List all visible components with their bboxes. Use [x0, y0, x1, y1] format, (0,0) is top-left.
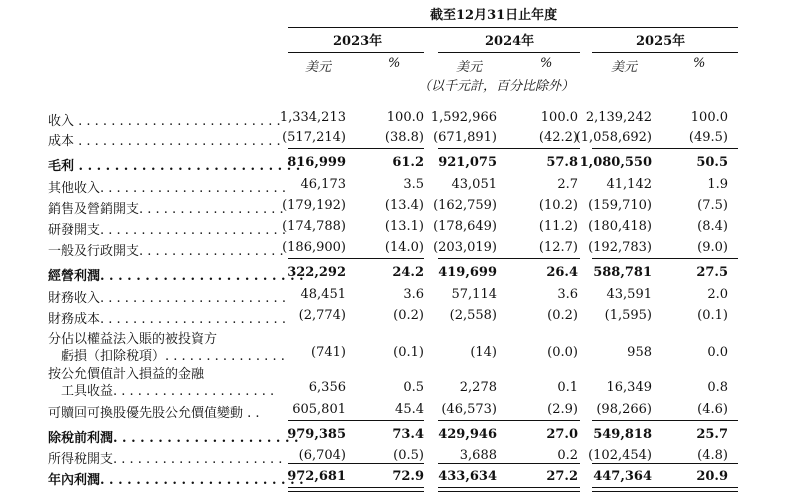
row-value: 3,688	[459, 448, 497, 463]
percent-2023: %	[388, 56, 401, 71]
row-value: 447,364	[593, 469, 652, 484]
row-value: (46,573)	[441, 402, 497, 417]
row-value: (179,192)	[282, 198, 346, 213]
row-value: 48,451	[300, 287, 346, 302]
row-value: (10.2)	[538, 198, 578, 213]
currency-2024: 美元	[456, 60, 483, 75]
row-value: 27.0	[546, 427, 578, 442]
row-value: (4.6)	[697, 402, 728, 417]
section-rule	[438, 148, 580, 149]
row-value: (162,759)	[433, 198, 497, 213]
row-value: 41,142	[606, 177, 652, 192]
row-label: 年內利潤. . . . . . . . . . . . . . . . . . . . . . .	[48, 473, 304, 488]
section-rule	[592, 148, 738, 149]
period-title: 截至12月31日止年度	[430, 8, 558, 23]
section-rule	[592, 463, 738, 464]
row-value: (0.1)	[393, 345, 424, 360]
row-value: 46,173	[300, 177, 346, 192]
row-value: 27.5	[696, 265, 728, 280]
row-label: 所得稅開支. . . . . . . . . . . . . . . . . . . . .	[48, 452, 283, 467]
section-rule	[592, 258, 738, 259]
row-value: 73.4	[392, 427, 424, 442]
row-value: 45.4	[395, 402, 424, 417]
row-value: (1,595)	[604, 308, 652, 323]
row-value: (8.4)	[697, 219, 728, 234]
row-value: (174,788)	[282, 219, 346, 234]
row-value: 429,946	[438, 427, 497, 442]
year-2024: 2024年	[485, 34, 535, 49]
row-value: 549,818	[593, 427, 652, 442]
row-value: (4.8)	[697, 448, 728, 463]
row-value: (2,558)	[449, 308, 497, 323]
row-value: (2.9)	[547, 402, 578, 417]
row-value: 2.7	[557, 177, 578, 192]
row-label: 一般及行政開支. . . . . . . . . . . . . . . . . .	[48, 244, 284, 259]
row-value: (9.0)	[697, 240, 728, 255]
row-value: (6,704)	[298, 448, 346, 463]
row-value: 0.0	[707, 345, 728, 360]
row-value: 979,385	[287, 427, 346, 442]
row-label: 按公允價值計入損益的金融	[48, 367, 205, 382]
row-value: 2,139,242	[585, 110, 652, 125]
row-value: (2,774)	[298, 308, 346, 323]
section-rule	[438, 463, 580, 464]
header-rule-top	[288, 27, 738, 28]
row-value: 0.2	[557, 448, 578, 463]
row-value: (0.0)	[547, 345, 578, 360]
row-value: (13.4)	[384, 198, 424, 213]
row-value: 322,292	[287, 265, 346, 280]
row-value: 3.6	[403, 287, 424, 302]
row-value: (7.5)	[697, 198, 728, 213]
row-label-continued: 虧損（扣除稅項）. . . . . . . . . . . . . . .	[48, 349, 285, 364]
row-value: 61.2	[392, 155, 424, 170]
row-label: 經營利潤. . . . . . . . . . . . . . . . . . . . . . .	[48, 269, 304, 284]
row-value: (102,454)	[588, 448, 652, 463]
row-value: 100.0	[386, 110, 424, 125]
section-rule	[288, 463, 424, 464]
total-double-rule	[592, 487, 738, 492]
section-rule	[438, 258, 580, 259]
row-label: 研發開支. . . . . . . . . . . . . . . . . . . . . . .	[48, 223, 286, 238]
row-value: 433,634	[438, 469, 497, 484]
section-rule	[592, 420, 738, 421]
row-label: 分佔以權益法入賬的被投資方	[48, 332, 218, 347]
row-value: 43,051	[451, 177, 497, 192]
row-value: 24.2	[392, 265, 424, 280]
section-rule	[288, 420, 424, 421]
row-value: 921,075	[438, 155, 497, 170]
row-value: (671,891)	[433, 130, 497, 145]
row-value: 605,801	[292, 402, 346, 417]
row-value: (38.8)	[384, 130, 424, 145]
row-value: 1,592,966	[430, 110, 497, 125]
row-value: (12.7)	[538, 240, 578, 255]
row-value: (0.1)	[697, 308, 728, 323]
row-value: 26.4	[546, 265, 578, 280]
row-value: (517,214)	[282, 130, 346, 145]
row-value: 3.6	[557, 287, 578, 302]
year-2025: 2025年	[636, 34, 686, 49]
row-value: (14)	[470, 345, 497, 360]
row-label: 財務成本. . . . . . . . . . . . . . . . . . . . . . .	[48, 312, 286, 327]
row-label: 可贖回可換股優先股公允價值變動 . .	[48, 406, 260, 421]
total-double-rule	[288, 487, 424, 492]
row-value: 1,080,550	[579, 155, 652, 170]
row-value: 0.8	[707, 380, 728, 395]
row-value: (203,019)	[433, 240, 497, 255]
row-value: 419,699	[438, 265, 497, 280]
row-label: 毛利 . . . . . . . . . . . . . . . . . . . . . . . . .	[48, 159, 301, 174]
percent-2024: %	[540, 56, 553, 71]
row-value: (11.2)	[538, 219, 578, 234]
row-value: (741)	[311, 345, 346, 360]
section-rule	[288, 148, 424, 149]
year-2023-rule	[288, 52, 424, 53]
row-value: (186,900)	[282, 240, 346, 255]
row-value: 16,349	[606, 380, 652, 395]
row-value: 972,681	[287, 469, 346, 484]
percent-2025: %	[693, 56, 706, 71]
unit-note: （以千元計，百分比除外）	[418, 79, 575, 94]
row-value: 0.1	[557, 380, 578, 395]
row-value: 20.9	[696, 469, 728, 484]
section-rule	[288, 258, 424, 259]
row-label: 其他收入. . . . . . . . . . . . . . . . . . . . . . .	[48, 181, 286, 196]
row-value: 27.2	[546, 469, 578, 484]
row-value: 57,114	[451, 287, 497, 302]
row-value: (49.5)	[688, 130, 728, 145]
year-2024-rule	[438, 52, 580, 53]
row-value: 1.9	[707, 177, 728, 192]
row-label-continued: 工具收益. . . . . . . . . . . . . . . . . . . .	[48, 384, 275, 399]
row-value: 72.9	[392, 469, 424, 484]
row-label: 除稅前利潤. . . . . . . . . . . . . . . . . . . . .	[48, 431, 299, 446]
row-value: (13.1)	[384, 219, 424, 234]
row-value: 958	[627, 345, 652, 360]
row-value: 2.0	[707, 287, 728, 302]
row-value: 588,781	[593, 265, 652, 280]
row-label: 收入 . . . . . . . . . . . . . . . . . . . . . . . . .	[48, 114, 281, 129]
year-2023: 2023年	[333, 34, 383, 49]
row-value: (1,058,692)	[575, 130, 652, 145]
row-value: 2,278	[459, 380, 497, 395]
row-value: 100.0	[690, 110, 728, 125]
row-value: (0.2)	[393, 308, 424, 323]
section-rule	[438, 420, 580, 421]
row-value: (159,710)	[588, 198, 652, 213]
row-value: 25.7	[696, 427, 728, 442]
row-value: (192,783)	[588, 240, 652, 255]
row-value: (178,649)	[433, 219, 497, 234]
row-label: 財務收入. . . . . . . . . . . . . . . . . . . . . . .	[48, 291, 286, 306]
row-value: 3.5	[403, 177, 424, 192]
total-double-rule	[438, 487, 580, 492]
row-value: 43,591	[606, 287, 652, 302]
row-label: 銷售及營銷開支. . . . . . . . . . . . . . . . . .	[48, 202, 284, 217]
row-value: (0.2)	[547, 308, 578, 323]
row-value: (42.2)	[538, 130, 578, 145]
row-value: 816,999	[287, 155, 346, 170]
row-value: 6,356	[308, 380, 346, 395]
year-2025-rule	[592, 52, 738, 53]
row-value: (98,266)	[596, 402, 652, 417]
row-value: 100.0	[540, 110, 578, 125]
row-label: 成本 . . . . . . . . . . . . . . . . . . . . . . . . .	[48, 134, 281, 149]
currency-2023: 美元	[305, 60, 332, 75]
row-value: 57.8	[546, 155, 578, 170]
row-value: 0.5	[403, 380, 424, 395]
row-value: 1,334,213	[279, 110, 346, 125]
currency-2025: 美元	[611, 60, 638, 75]
row-value: 50.5	[696, 155, 728, 170]
row-value: (0.5)	[393, 448, 424, 463]
row-value: (180,418)	[588, 219, 652, 234]
row-value: (14.0)	[384, 240, 424, 255]
